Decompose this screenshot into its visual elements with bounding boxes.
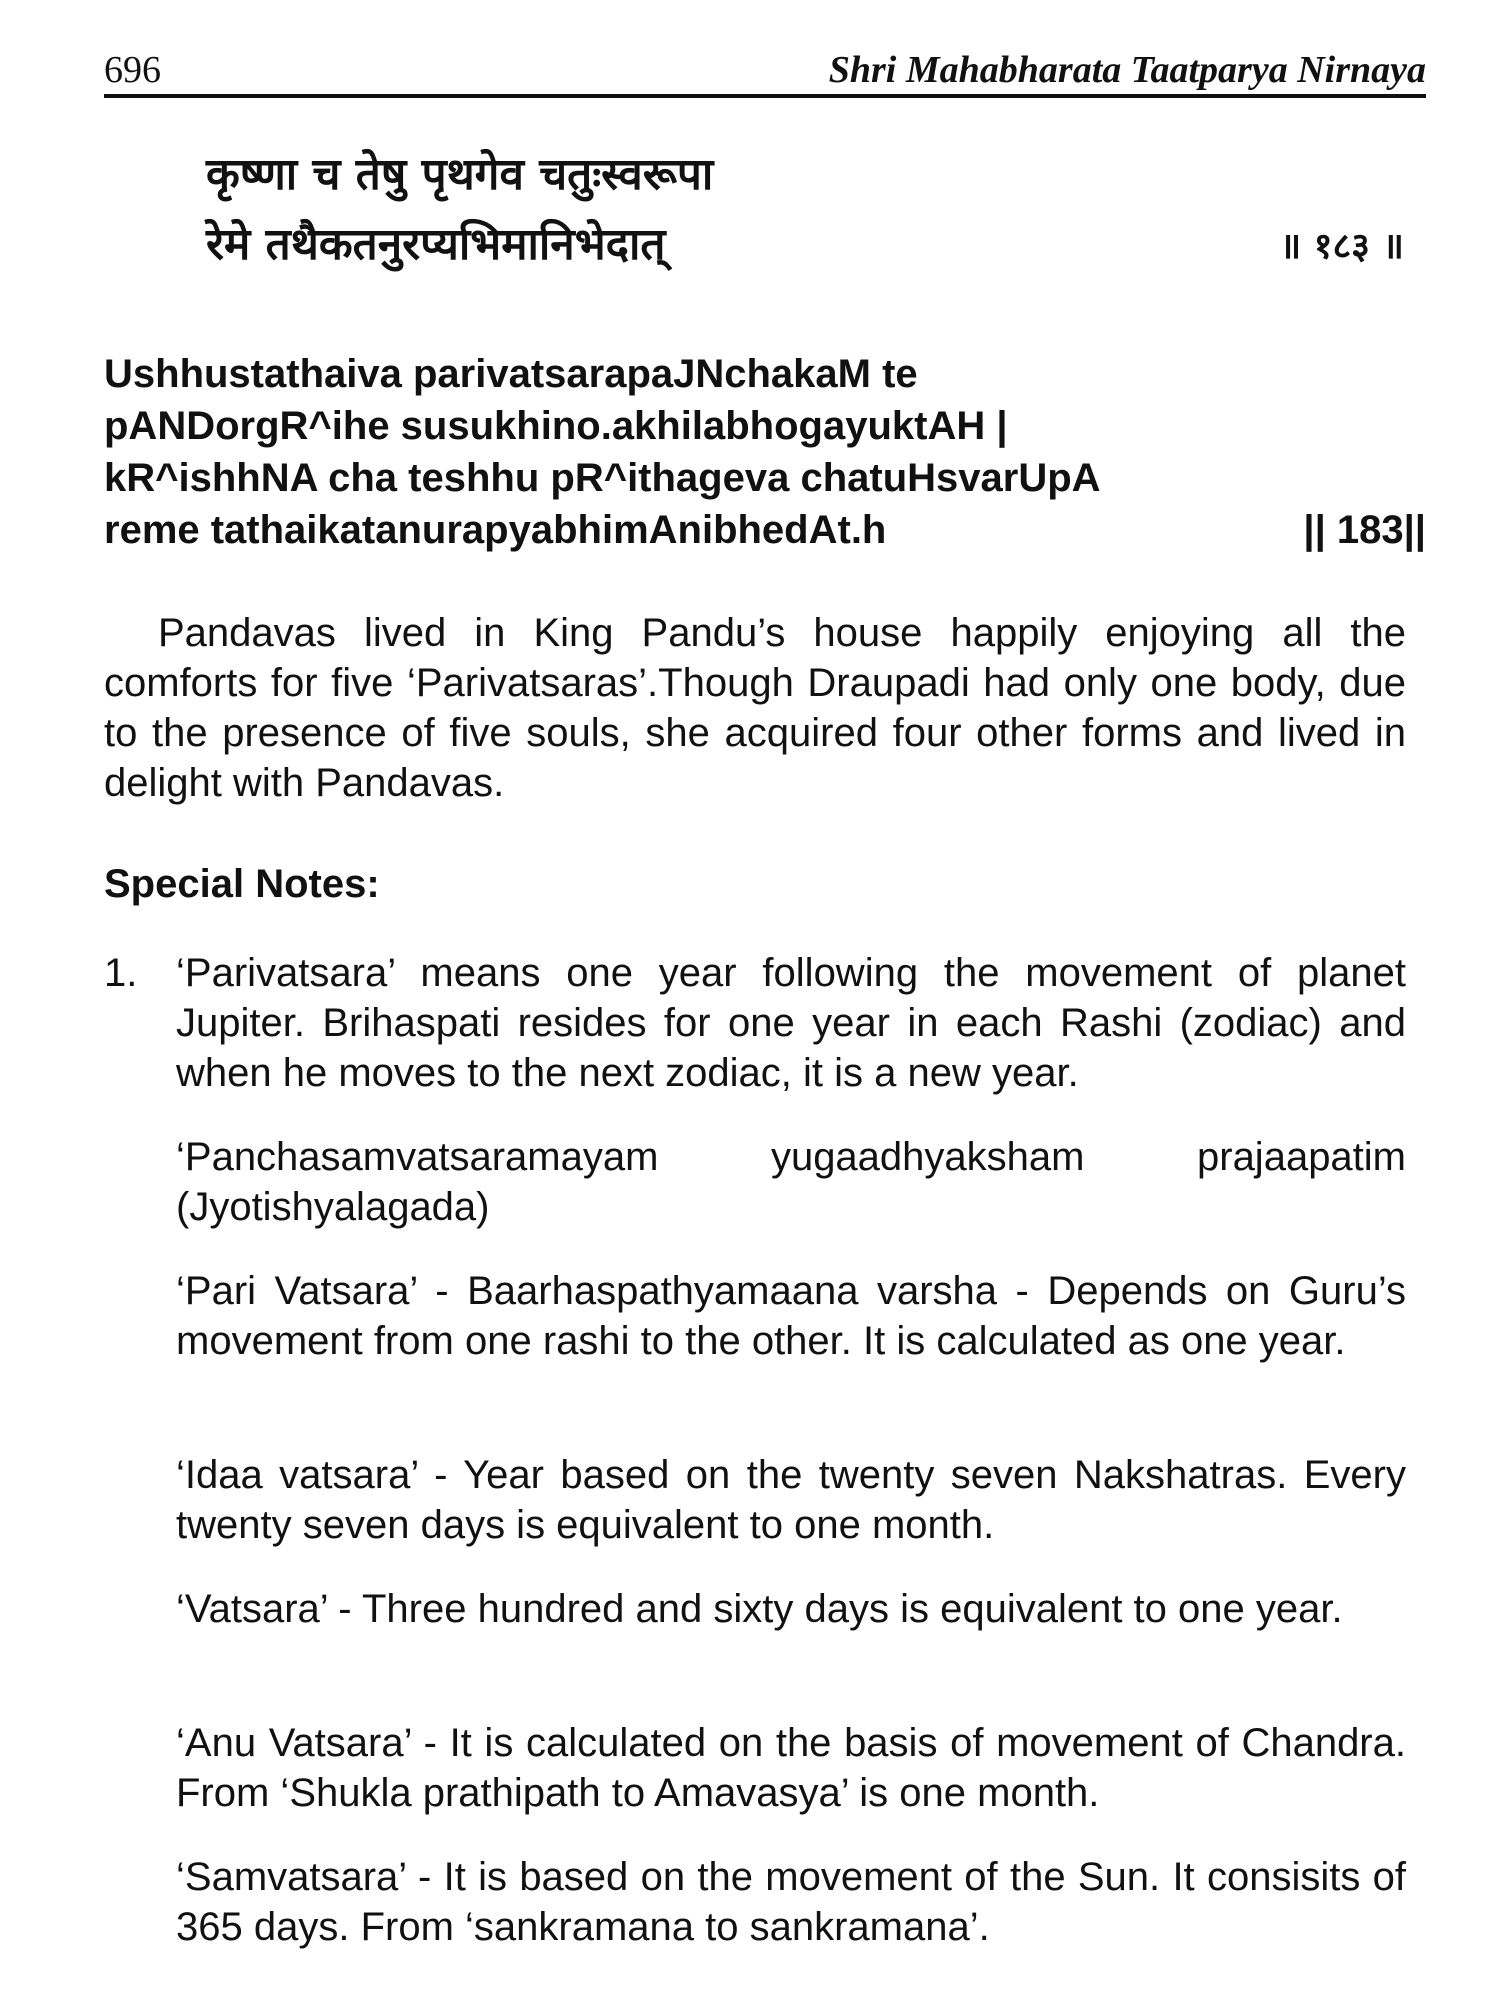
transliteration-line-4: reme tathaikatanurapyabhimAnibhedAt.h [104, 508, 887, 552]
transliteration-line-1: Ushhustathaiva parivatsarapaJNchakaM te [104, 352, 918, 396]
note-paragraph-vatsara: ‘Vatsara’ - Three hundred and sixty days is equivalent to one year. [176, 1587, 1343, 1631]
note-number: 1. [104, 951, 138, 995]
verse-number: || 183|| [1303, 508, 1426, 552]
transliteration-line-4-row [104, 508, 1426, 553]
sanskrit-verse-line-1: कृष्णा च तेषु पृथगेव चतुःस्वरूपा [206, 149, 714, 200]
sanskrit-verse-number: ॥ १८३ ॥ [1279, 226, 1404, 267]
note-paragraph-pari-vatsara: ‘Pari Vatsara’ - Baarhaspathyamaana varsha - Depends on Guru’s movement from one rashi to the other. It is calculated as one year. [176, 1269, 1406, 1363]
transliteration-line-2: pANDorgR^ihe susukhino.akhilabhogayuktAH | [104, 404, 1008, 448]
translation-paragraph: Pandavas lived in King Pandu’s house happily enjoying all the comforts for five ‘Parivatsaras’.Though Draupadi had only one body, due to the presence of five souls, she acquired four other forms and lived in delight with Pandavas. [104, 611, 1406, 805]
note-paragraph-anu-vatsara: ‘Anu Vatsara’ - It is calculated on the basis of movement of Chandra. From ‘Shukla prathipath to Amavasya’ is one month. [176, 1721, 1406, 1815]
note-paragraph-idaa-vatsara: ‘Idaa vatsara’ - Year based on the twenty seven Nakshatras. Every twenty seven days is equivalent to one month. [176, 1453, 1406, 1547]
header-rule [104, 94, 1426, 98]
note-paragraph-samvatsara: ‘Samvatsara’ - It is based on the movement of the Sun. It consisits of 365 days. From ‘sankramana to sankramana’. [176, 1855, 1406, 1949]
running-title: Shri Mahabharata Taatparya Nirnaya [828, 49, 1426, 91]
page-number: 696 [104, 49, 161, 91]
note-paragraph-panchasamvatsara: ‘Panchasamvatsaramayam yugaadhyaksham prajaapatim (Jyotishyalagada) [176, 1135, 1406, 1229]
sanskrit-verse-line-2: रेमे तथैकतनुरप्यभिमानिभेदात् [206, 219, 666, 270]
page-header [104, 48, 1426, 94]
transliteration-line-3: kR^ishhNA cha teshhu pR^ithageva chatuHsvarUpA [104, 456, 1101, 500]
special-notes-heading: Special Notes: [104, 862, 380, 906]
note-paragraph-parivatsara: ‘Parivatsara’ means one year following the movement of planet Jupiter. Brihaspati resides for one year in each Rashi (zodiac) and when he moves to the next zodiac, it is a new year. [176, 951, 1406, 1095]
